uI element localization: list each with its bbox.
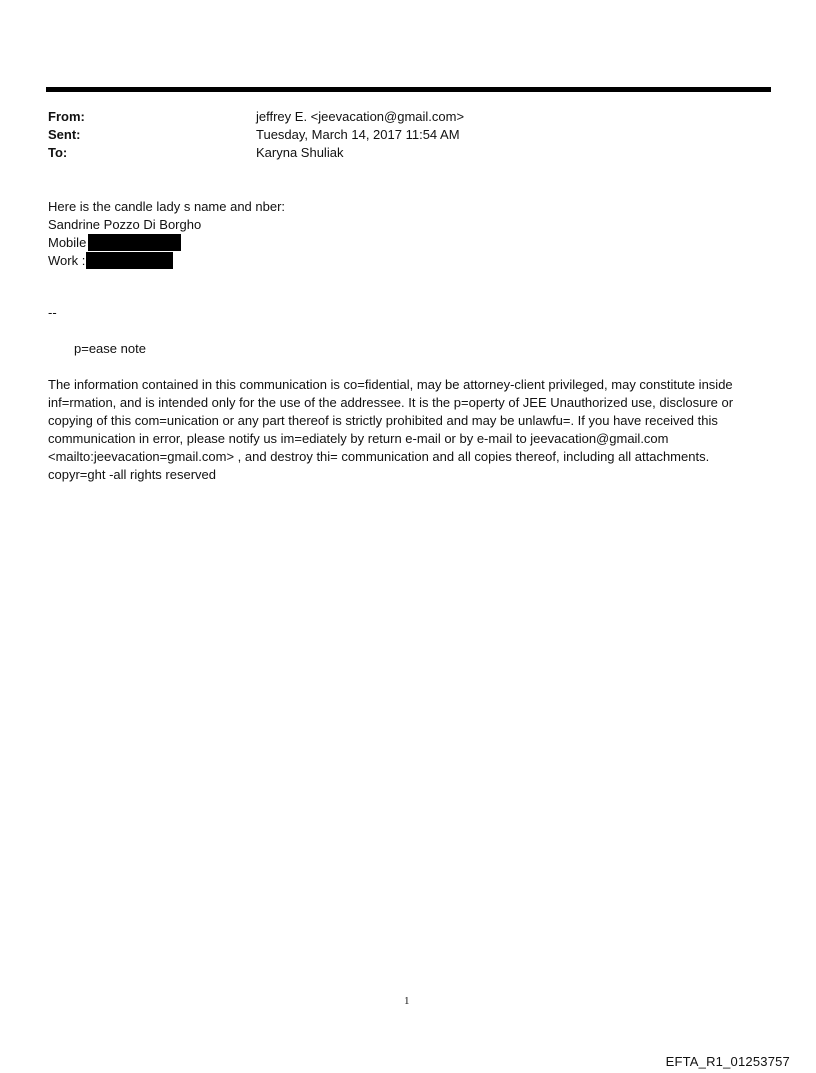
work-label: Work :	[48, 253, 86, 268]
sent-label: Sent:	[48, 127, 81, 142]
body-line-intro: Here is the candle lady s name and nber:	[48, 199, 286, 214]
mobile-line	[48, 234, 753, 252]
from-value: jeffrey E. <jeevacation@gmail.com>	[256, 109, 465, 124]
email-header	[48, 108, 748, 162]
redaction-box	[86, 252, 173, 269]
redaction-box	[88, 234, 181, 251]
body-line-name: Sandrine Pozzo Di Borgho	[48, 217, 202, 232]
sent-row	[48, 126, 748, 144]
confidentiality-disclaimer: The information contained in this communication is co=fidential, may be attorney-client privileged, may constitute inside inf=rmation, and is intended only for the use of the addressee. It is the p=operty of JEE Unauthorized use, disclosure or copying of this com=unication or any part thereof is strictly prohibited and may be unlawfu=. If you have received this communication in error, please notify us im=ediately by return e-mail or by e-mail to jeevacation@gmail.com <mailto:jeevacation=gmail.com> , and destroy thi= communication and all copies thereof, including all attachments. copyr=ght -all rights reserved	[48, 377, 734, 482]
sent-value: Tuesday, March 14, 2017 11:54 AM	[256, 127, 460, 142]
to-label: To:	[48, 145, 68, 160]
signature-separator: --	[48, 305, 57, 320]
header-divider	[46, 87, 771, 92]
please-note-heading: p=ease note	[74, 341, 146, 356]
document-id: EFTA_R1_01253757	[665, 1054, 790, 1069]
from-label: From:	[48, 109, 85, 124]
email-body	[48, 198, 753, 270]
work-line	[48, 252, 753, 270]
to-row	[48, 144, 748, 162]
page-number: 1	[404, 995, 410, 1007]
to-value: Karyna Shuliak	[256, 145, 344, 160]
mobile-label: Mobile	[48, 235, 87, 250]
from-row	[48, 108, 748, 126]
